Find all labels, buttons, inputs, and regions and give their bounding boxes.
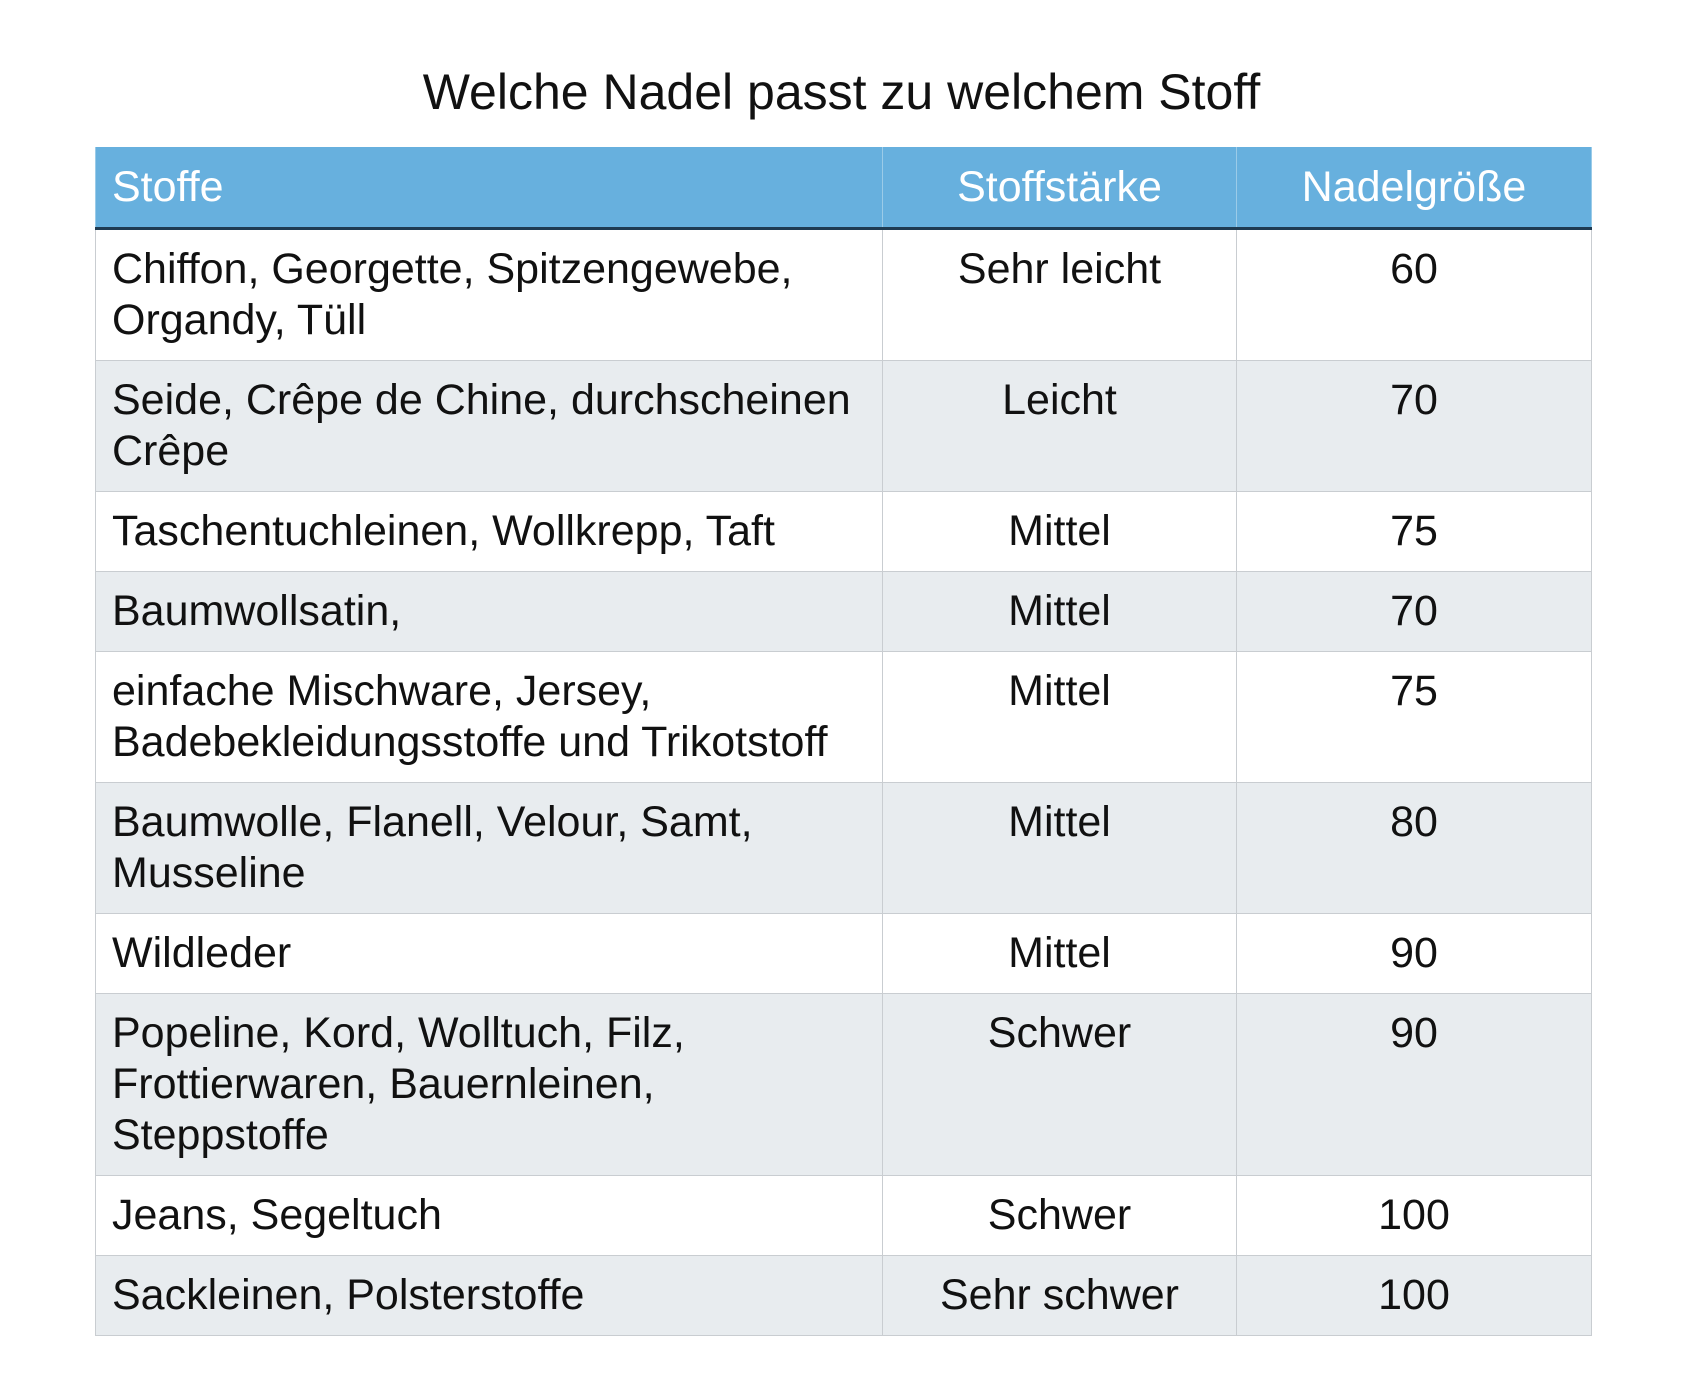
cell-nadelgroesse: 90	[1237, 914, 1592, 994]
cell-nadelgroesse: 60	[1237, 229, 1592, 361]
cell-stoffstaerke: Sehr schwer	[883, 1256, 1237, 1336]
cell-stoffstaerke: Schwer	[883, 994, 1237, 1176]
header-stoffe: Stoffe	[96, 147, 883, 229]
cell-stoffstaerke: Mittel	[883, 492, 1237, 572]
table-row	[96, 994, 1592, 1176]
header-nadelgroesse: Nadelgröße	[1237, 147, 1592, 229]
cell-stoffstaerke: Schwer	[883, 1176, 1237, 1256]
cell-nadelgroesse: 100	[1237, 1256, 1592, 1336]
cell-stoffe: Baumwollsatin,	[96, 572, 883, 652]
page-title: Welche Nadel passt zu welchem Stoff	[422, 64, 1261, 120]
table-row	[96, 914, 1592, 994]
cell-stoffstaerke: Mittel	[883, 652, 1237, 783]
table-header	[96, 147, 1592, 229]
cell-stoffstaerke: Leicht	[883, 361, 1237, 492]
cell-nadelgroesse: 80	[1237, 783, 1592, 914]
cell-stoffe: Popeline, Kord, Wolltuch, Filz, Frottierwaren, Bauernleinen, Steppstoffe	[96, 994, 883, 1176]
table-row	[96, 572, 1592, 652]
cell-stoffe: Jeans, Segeltuch	[96, 1176, 883, 1256]
cell-stoffe: Baumwolle, Flanell, Velour, Samt, Musseline	[96, 783, 883, 914]
cell-stoffe: Seide, Crêpe de Chine, durchscheinen Crêpe	[96, 361, 883, 492]
cell-nadelgroesse: 90	[1237, 994, 1592, 1176]
table-row	[96, 1256, 1592, 1336]
needle-fabric-table	[95, 147, 1592, 1336]
table-body	[96, 229, 1592, 1336]
cell-stoffstaerke: Mittel	[883, 783, 1237, 914]
header-row	[96, 147, 1592, 229]
table-row	[96, 492, 1592, 572]
cell-stoffe: Wildleder	[96, 914, 883, 994]
table-row	[96, 652, 1592, 783]
cell-stoffe: Sackleinen, Polsterstoffe	[96, 1256, 883, 1336]
table-row	[96, 783, 1592, 914]
cell-nadelgroesse: 70	[1237, 361, 1592, 492]
cell-stoffe: einfache Mischware, Jersey, Badebekleidungsstoffe und Trikotstoff	[96, 652, 883, 783]
cell-stoffstaerke: Sehr leicht	[883, 229, 1237, 361]
cell-nadelgroesse: 75	[1237, 492, 1592, 572]
table-row	[96, 361, 1592, 492]
cell-stoffstaerke: Mittel	[883, 572, 1237, 652]
cell-stoffe: Chiffon, Georgette, Spitzengewebe, Organdy, Tüll	[96, 229, 883, 361]
cell-nadelgroesse: 70	[1237, 572, 1592, 652]
table-row	[96, 1176, 1592, 1256]
needle-table	[95, 147, 1591, 1336]
cell-nadelgroesse: 75	[1237, 652, 1592, 783]
cell-stoffstaerke: Mittel	[883, 914, 1237, 994]
header-stoffstaerke: Stoffstärke	[883, 147, 1237, 229]
table-row	[96, 229, 1592, 361]
cell-nadelgroesse: 100	[1237, 1176, 1592, 1256]
cell-stoffe: Taschentuchleinen, Wollkrepp, Taft	[96, 492, 883, 572]
